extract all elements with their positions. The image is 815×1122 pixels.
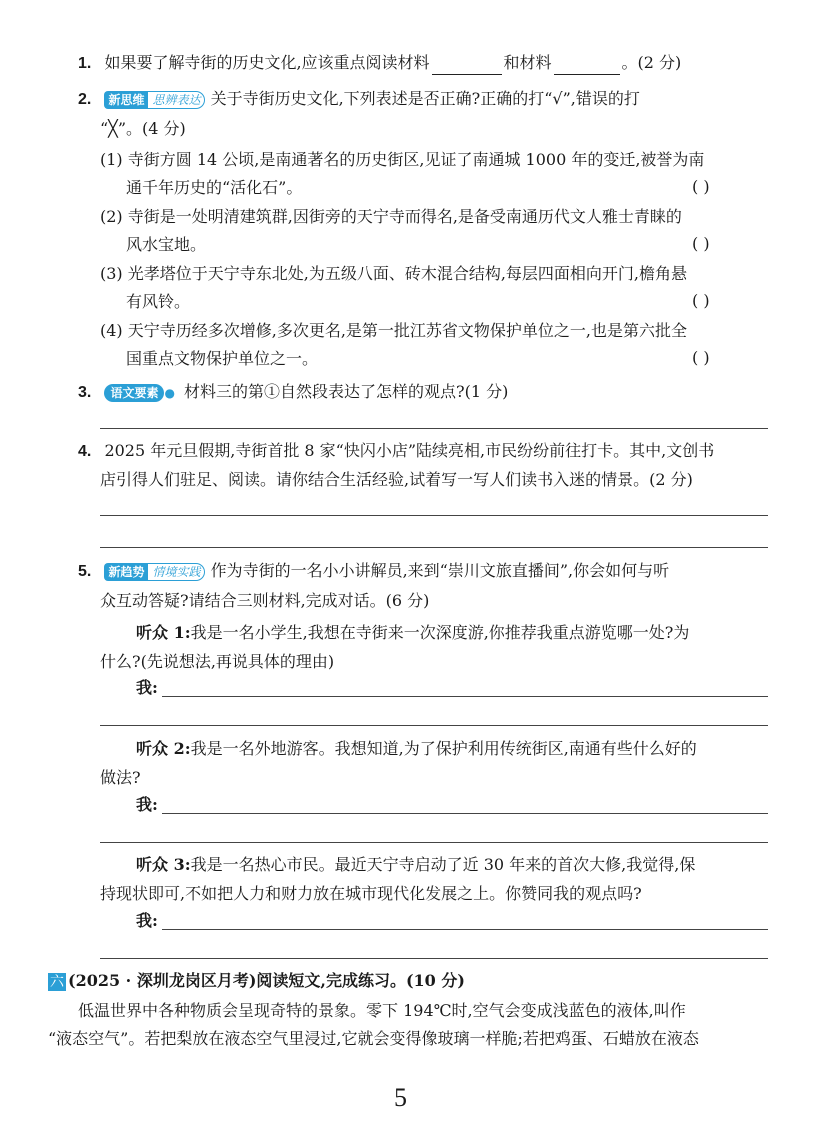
answer-line[interactable] [100,515,768,516]
section-title: (2025 · 深圳龙岗区月考)阅读短文,完成练习。(10 分) [68,971,465,990]
answer-line[interactable] [100,958,768,959]
question-2 [78,88,640,111]
question-number: 3. [78,384,92,401]
listener-3 [136,854,695,876]
section-number-badge: 六 [50,973,64,990]
question-number: 2. [78,91,92,108]
statement-2-line-2: 风水宝地。 [126,235,207,254]
answer-line[interactable] [100,725,768,726]
question-5 [78,560,669,583]
answer-paren[interactable]: ( ) [692,234,710,253]
question-1 [78,52,681,75]
question-number: 4. [78,443,92,460]
question-text: 2025 年元旦假期,寺街首批 8 家“快闪小店”陆续亮相,市民纷纷前往打卡。其中,文创书 [104,441,715,460]
listener-1 [136,622,689,644]
question-text: 关于寺街历史文化,下列表述是否正确?正确的打“√”,错误的打 [210,89,640,108]
statement-1-line-2: 通千年历史的“活化石”。 [126,178,303,197]
category-subtag: 思辨表达 [148,91,205,109]
category-tag: 语文要素 [104,384,164,402]
statement-1-line-1: (1) 寺街方圆 14 公顷,是南通著名的历史街区,见证了南通城 1000 年的变迁,被誉为南 [100,150,705,169]
me-label: 我: [136,795,158,814]
statement-4-line-2: 国重点文物保护单位之一。 [126,349,319,368]
passage-line-1: 低温世界中各种物质会呈现奇特的景象。零下 194℃时,空气会变成浅蓝色的液体,叫作 [78,1001,686,1020]
answer-paren[interactable]: ( ) [692,348,710,367]
statement-3-line-2: 有风铃。 [126,292,191,311]
answer-line[interactable] [100,428,768,429]
listener-2 [136,738,697,760]
tag-dot-icon: ● [164,386,175,400]
question-number: 5. [78,563,92,580]
answer-blank[interactable] [554,56,620,75]
statement-3-line-1: (3) 光孝塔位于天宁寺东北处,为五级八面、砖木混合结构,每层四面相向开门,檐角悬 [100,264,688,283]
question-3 [78,381,508,404]
category-subtag: 情境实践 [148,563,205,581]
listener-label: 听众 2: [136,739,191,758]
listener-question: 持现状即可,不如把人力和财力放在城市现代化发展之上。你赞同我的观点吗? [100,884,642,903]
question-text: 和材料 [503,53,552,72]
question-number: 1. [78,55,92,72]
passage-line-2: “液态空气”。若把梨放在液态空气里浸过,它就会变得像玻璃一样脆;若把鸡蛋、石蜡放在液态 [48,1029,699,1048]
answer-line[interactable] [100,842,768,843]
question-4 [78,440,714,463]
answer-line[interactable] [162,813,768,814]
question-text: 材料三的第①自然段表达了怎样的观点?(1 分) [184,382,509,401]
category-tag: 新趋势 [104,563,148,581]
section-6-heading [48,970,465,992]
page-number: 5 [394,1083,407,1112]
question-text: 众互动答疑?请结合三则材料,完成对话。(6 分) [100,591,430,610]
me-label: 我: [136,911,158,930]
answer-paren[interactable]: ( ) [692,177,710,196]
answer-paren[interactable]: ( ) [692,291,710,310]
statement-4-line-1: (4) 天宁寺历经多次增修,多次更名,是第一批江苏省文物保护单位之一,也是第六批全 [100,321,688,340]
listener-question: 做法? [100,768,141,787]
answer-line[interactable] [162,929,768,930]
answer-blank[interactable] [432,56,502,75]
listener-label: 听众 1: [136,623,191,642]
listener-question: 我是一名热心市民。最近天宁寺启动了近 30 年来的首次大修,我觉得,保 [190,855,696,874]
question-text: 如果要了解寺街的历史文化,应该重点阅读材料 [104,53,430,72]
listener-question: 什么?(先说想法,再说具体的理由) [100,652,335,671]
question-text: “╳”。(4 分) [100,119,186,138]
answer-line[interactable] [162,696,768,697]
question-text: 作为寺街的一名小小讲解员,来到“崇川文旅直播间”,你会如何与听 [210,561,670,580]
listener-question: 我是一名外地游客。我想知道,为了保护利用传统街区,南通有些什么好的 [190,739,697,758]
listener-question: 我是一名小学生,我想在寺街来一次深度游,你推荐我重点游览哪一处?为 [190,623,690,642]
statement-2-line-1: (2) 寺街是一处明清建筑群,因街旁的天宁寺而得名,是备受南通历代文人雅士青睐的 [100,207,682,226]
listener-label: 听众 3: [136,855,191,874]
me-label: 我: [136,678,158,697]
category-tag: 新思维 [104,91,148,109]
question-text: 。(2 分) [621,53,682,72]
answer-line[interactable] [100,547,768,548]
question-text: 店引得人们驻足、阅读。请你结合生活经验,试着写一写人们读书入迷的情景。(2 分) [100,470,693,489]
